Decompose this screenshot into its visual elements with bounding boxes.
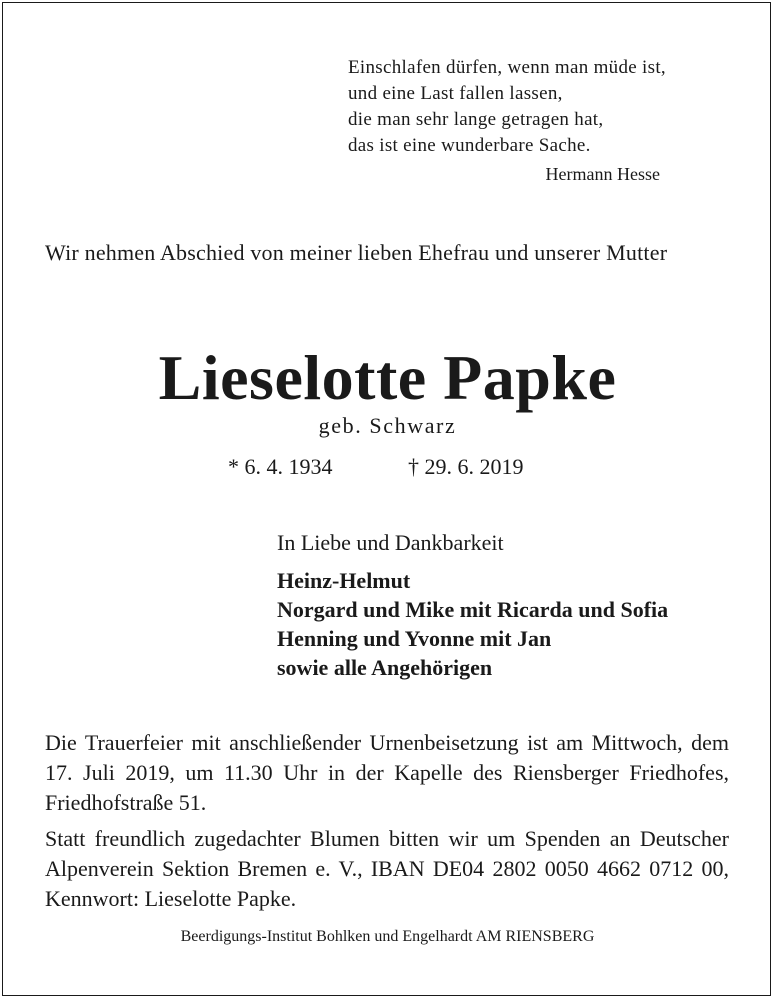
poem-author: Hermann Hesse xyxy=(545,164,660,184)
mourner-name: Henning und Yvonne mit Jan xyxy=(277,626,552,651)
poem-line: die man sehr lange getragen hat, xyxy=(348,109,604,130)
funeral-info: Die Trauerfeier mit anschließender Urnenbeisetzung ist am Mittwoch, dem 17. Juli 2019, um 11.30 Uhr in der Kapelle des Riensberger Friedhofes, Friedhofstraße 51. xyxy=(45,730,729,815)
mourner-name: Heinz-Helmut xyxy=(277,568,411,593)
poem xyxy=(348,55,748,159)
death-date: † 29. 6. 2019 xyxy=(408,454,524,479)
mourner-name: Norgard und Mike mit Ricarda und Sofia xyxy=(277,597,669,622)
poem-line: Einschlafen dürfen, wenn man müde ist, xyxy=(348,57,666,78)
donation-info: Statt freundlich zugedachter Blumen bitten wir um Spenden an Deutscher Alpenverein Sektion Bremen e. V., IBAN DE04 2802 0050 4662 0712 00, Kennwort: Lieselotte Papke. xyxy=(45,826,729,911)
mourners-list xyxy=(277,566,747,682)
mourner-name: sowie alle Angehörigen xyxy=(277,655,493,680)
birth-date: * 6. 4. 1934 xyxy=(228,454,333,479)
deceased-name: Lieselotte Papke xyxy=(158,342,617,413)
poem-line: und eine Last fallen lassen, xyxy=(348,83,563,104)
funeral-home: Beerdigungs-Institut Bohlken und Engelhardt AM RIENSBERG xyxy=(180,928,595,945)
intro-text: Wir nehmen Abschied von meiner lieben Ehefrau und unserer Mutter xyxy=(45,240,668,265)
mourners-heading: In Liebe und Dankbarkeit xyxy=(277,530,504,555)
maiden-name: geb. Schwarz xyxy=(318,413,457,438)
poem-line: das ist eine wunderbare Sache. xyxy=(348,135,591,156)
